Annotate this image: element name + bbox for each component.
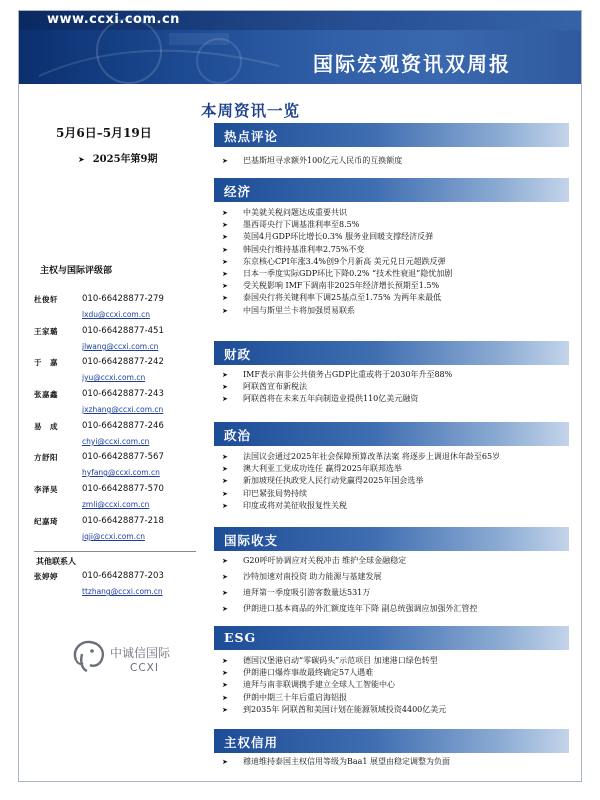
arrow-icon: ➤	[222, 758, 228, 766]
arrow-icon: ➤	[222, 209, 228, 217]
section-label: ESG	[224, 630, 257, 645]
list-item: ➤ 迪拜与南非联调携手建立全球人工智能中心	[222, 679, 578, 691]
list-item: ➤ 巴基斯坦寻求额外100亿元人民币的互换额度	[222, 153, 578, 169]
arrow-icon: ➤	[222, 221, 228, 230]
list-item: ➤ 泰国央行将关键利率下调25基点至1.75% 为两年来最低	[222, 292, 578, 304]
contact-card	[34, 452, 204, 488]
issue-number	[78, 150, 158, 165]
list-item: ➤ 阿联酋宣布新税法	[222, 381, 578, 393]
contact-email-link[interactable]: jlwang@ccxi.com.cn	[82, 342, 159, 351]
list-item: ➤ 伊朗港口爆炸事故最终确定57人遇难	[222, 667, 578, 679]
list-item: ➤ 澳大利亚工党成功连任 赢得2025年联邦选举	[222, 463, 578, 475]
arrow-icon: ➤	[222, 557, 228, 565]
contact-name: 张婷婷	[34, 572, 58, 581]
arrow-icon: ➤	[222, 681, 228, 690]
contact-phone: 010-66428877-246	[82, 421, 164, 431]
section-header-hot-topics	[214, 123, 569, 147]
contact-name: 杜俊轩	[34, 295, 58, 304]
arrow-icon: ➤	[222, 589, 228, 597]
arrow-icon: ➤	[222, 657, 228, 665]
section-label: 政治	[224, 428, 252, 443]
arrow-icon: ➤	[222, 605, 228, 613]
contact-name: 纪嘉琦	[34, 517, 58, 526]
week-overview-title: 本周资讯一览	[201, 101, 301, 120]
section-header-fiscal	[214, 341, 569, 365]
arrow-icon: ➤	[222, 705, 228, 714]
contact-phone: 010-66428877-243	[82, 389, 164, 399]
arrow-icon: ➤	[222, 157, 228, 165]
logo-name: 中诚信国际	[110, 646, 171, 660]
section-items	[222, 451, 578, 512]
arrow-icon: ➤	[222, 465, 228, 474]
list-item: ➤ 印度或将对美征收报复性关税	[222, 500, 578, 512]
contact-phone: 010-66428877-279	[82, 294, 164, 304]
arrow-icon: ➤	[222, 269, 228, 278]
list-item: ➤ 墨西哥央行下调基准利率至8.5%	[222, 219, 578, 231]
contact-card	[34, 389, 204, 425]
section-label: 经济	[224, 184, 252, 199]
contact-name: 方舒阳	[34, 453, 58, 462]
arrow-icon: ➤	[222, 477, 228, 486]
arrow-icon: ➤	[222, 371, 228, 379]
section-header-sovereign-credit	[214, 729, 569, 753]
contact-card	[34, 294, 204, 330]
list-item: ➤ 德国汉堡港启动“零碳码头”示范项目 加速港口绿色转型	[222, 655, 578, 667]
arrow-icon: ➤	[222, 395, 228, 404]
list-item: ➤ 英国4月GDP环比增长0.3% 服务业回暖支撑经济反弹	[222, 231, 578, 243]
contact-card	[34, 516, 204, 552]
arrow-icon: ➤	[222, 489, 228, 498]
contact-phone: 010-66428877-218	[82, 516, 164, 526]
section-label: 热点评论	[224, 129, 279, 144]
contact-phone: 010-66428877-242	[82, 357, 164, 367]
arrow-icon: ➤	[222, 669, 228, 678]
department-title: 主权与国际评级部	[40, 266, 113, 276]
section-label: 财政	[224, 347, 252, 362]
arrow-icon: ➤	[222, 294, 228, 303]
contact-email-link[interactable]: jxzhang@ccxi.com.cn	[82, 405, 164, 414]
list-item: ➤ 到2035年 阿联酋和美国计划在能源领域投资4400亿美元	[222, 704, 578, 716]
contact-card	[34, 484, 204, 520]
contact-email-link[interactable]: lxdu@ccxi.com.cn	[82, 310, 150, 319]
arrow-icon: ➤	[222, 245, 228, 254]
section-header-esg	[214, 626, 569, 650]
section-label: 主权信用	[224, 735, 279, 750]
other-contacts-title: 其他联系人	[36, 556, 76, 566]
header-banner	[19, 11, 581, 84]
site-url: www.ccxi.com.cn	[47, 12, 180, 27]
section-items	[222, 756, 578, 768]
section-header-economy	[214, 178, 569, 202]
arrow-icon: ➤	[222, 306, 228, 315]
arrow-icon: ➤	[222, 693, 228, 702]
section-items	[222, 369, 578, 406]
issue-text: 2025年第9期	[92, 154, 158, 165]
arrow-icon: ➤	[222, 501, 228, 510]
contact-name: 王家璐	[34, 327, 58, 336]
contact-email-link[interactable]: zmli@ccxi.com.cn	[82, 500, 150, 509]
contact-name: 李泽昊	[34, 485, 58, 494]
list-item: ➤ 伊朗中期三十年后重启海铝报	[222, 692, 578, 704]
date-range: 5月6日–5月19日	[56, 126, 152, 140]
ccxi-logo	[70, 638, 190, 678]
list-item: ➤ G20呼吁协调应对关税冲击 维护全球金融稳定	[222, 553, 578, 569]
arrow-icon: ➤	[222, 453, 228, 461]
section-label: 国际收支	[224, 533, 279, 548]
section-items	[222, 153, 578, 169]
arrow-icon: ➤	[222, 233, 228, 242]
contact-card	[34, 571, 204, 607]
section-items	[222, 553, 578, 617]
arrow-icon: ➤	[222, 257, 228, 266]
logo-sub: CCXI	[130, 662, 159, 674]
list-item: ➤ 阿联酋将在未来五年向制造业提供110亿美元融资	[222, 393, 578, 405]
list-item: ➤ 中美就关税问题达成重要共识	[222, 207, 578, 219]
contact-phone: 010-66428877-451	[82, 326, 164, 336]
list-item: ➤ 受关税影响 IMF下调南非2025年经济增长预期至1.5%	[222, 280, 578, 292]
contact-phone: 010-66428877-567	[82, 452, 164, 462]
list-item: ➤ IMF表示南非公共债务占GDP比重或将于2030年升至88%	[222, 369, 578, 381]
list-item: ➤ 东京核心CPI年涨3.4%创9个月新高 美元兑日元超跌反弹	[222, 256, 578, 268]
elephant-logo-icon	[70, 638, 108, 674]
contact-email-link[interactable]: jyu@ccxi.com.cn	[82, 373, 146, 382]
section-items	[222, 655, 578, 716]
list-item: ➤ 新加坡现任执政党人民行动党赢得2025年国会选举	[222, 475, 578, 487]
list-item: ➤ 迪拜第一季度吸引游客数量达531万	[222, 585, 578, 601]
list-item: ➤ 沙特加速对南投资 助力能源与基建发展	[222, 569, 578, 585]
list-item: ➤ 中国与斯里兰卡将加强贸易联系	[222, 305, 578, 317]
arrow-icon: ➤	[222, 383, 228, 392]
list-item: ➤ 伊朗进口基本商品的外汇额度连年下降 副总统强调应加强外汇管控	[222, 601, 578, 617]
contact-email-link[interactable]: chyi@ccxi.com.cn	[82, 437, 150, 446]
contact-email-link[interactable]: jqji@ccxi.com.cn	[82, 532, 145, 541]
contact-phone: 010-66428877-203	[82, 571, 164, 581]
arrow-icon: ➤	[222, 282, 228, 291]
report-title: 国际宏观资讯双周报	[313, 52, 511, 76]
contact-card	[34, 357, 204, 393]
list-item: ➤ 韩国央行维持基准利率2.75%不变	[222, 244, 578, 256]
list-item: ➤ 日本一季度实际GDP环比下降0.2% “技术性衰退”隐忧加剧	[222, 268, 578, 280]
arrow-icon: ➤	[222, 573, 228, 581]
contact-email-link[interactable]: hyfang@ccxi.com.cn	[82, 468, 160, 477]
contact-name: 易 成	[34, 422, 58, 431]
contact-name: 张嘉鑫	[34, 390, 58, 399]
contact-phone: 010-66428877-570	[82, 484, 164, 494]
list-item: ➤ 法国议会通过2025年社会保障预算改革法案 将逐步上调退休年龄至65岁	[222, 451, 578, 463]
contact-email-link[interactable]: ttzhang@ccxi.com.cn	[82, 587, 163, 596]
section-header-balance-of-payments	[214, 527, 569, 551]
contacts-divider	[34, 551, 196, 552]
contact-name: 于 嘉	[34, 358, 58, 367]
section-items	[222, 207, 578, 317]
list-item: ➤ 印巴紧张局势持续	[222, 488, 578, 500]
list-item: ➤ 穆迪维持泰国主权信用等级为Baa1 展望由稳定调整为负面	[222, 756, 578, 768]
section-header-politics	[214, 422, 569, 446]
arrow-icon: ➤	[78, 155, 85, 164]
